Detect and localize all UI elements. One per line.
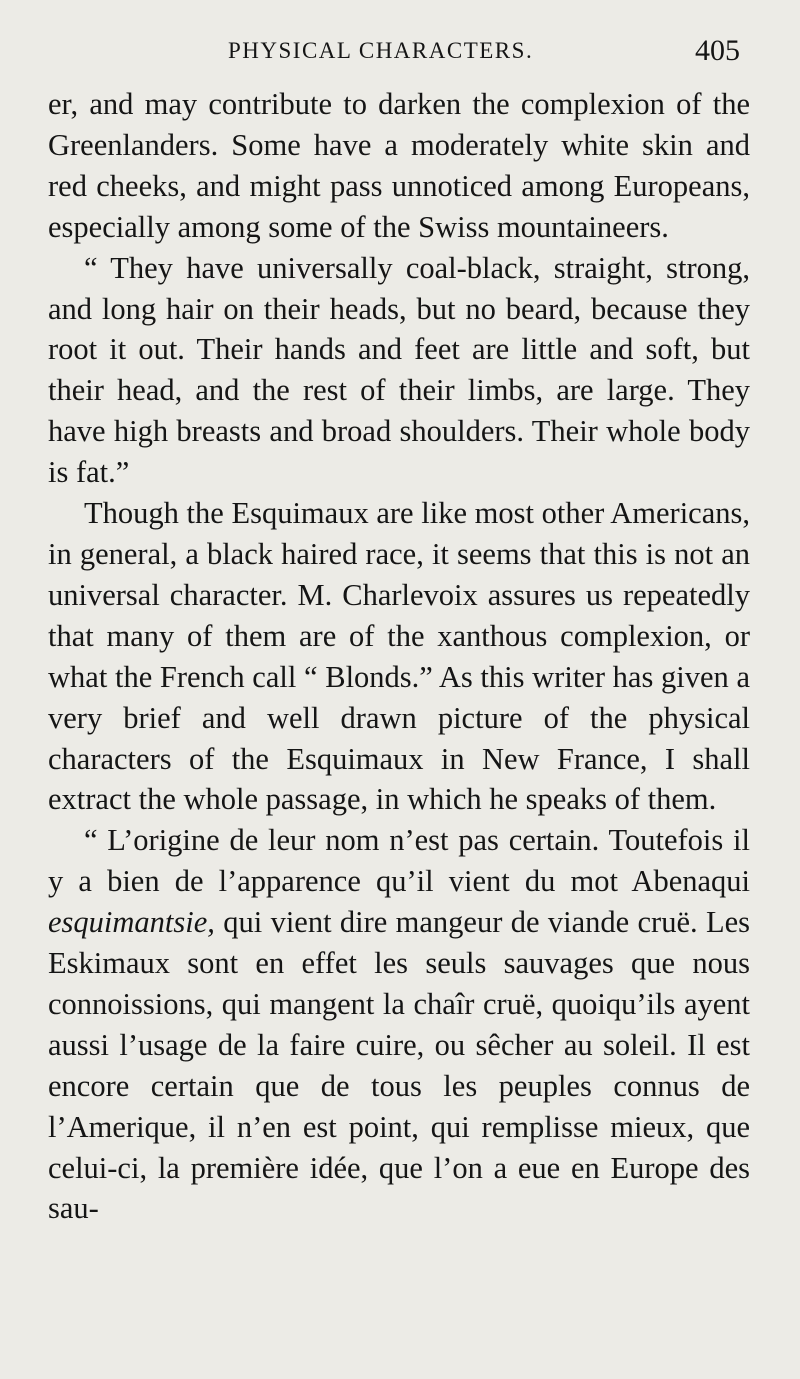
paragraph-french-quote [48, 820, 750, 1229]
running-head: PHYSICAL CHARACTERS. [228, 38, 534, 63]
paragraph-continuation: er, and may contribute to darken the complexion of the Greenlanders. Some have a moderately white skin and red cheeks, and might pass unnoticed among Europeans, especially among some of the Swiss mountaineers. [48, 87, 750, 244]
body-text [48, 84, 750, 1229]
french-quote-start: “ L’origine de leur nom n’est pas certain. Toutefois il y a bien de l’apparence qu’il vient du mot Abenaqui [48, 823, 750, 899]
paragraph-quote-greenlanders: “ They have universally coal-black, straight, strong, and long hair on their heads, but no beard, because they root it out. Their hands and feet are little and soft, but their head, and the rest of their limbs, are large. They have high breasts and broad shoulders. Their whole body is fat.” [48, 250, 750, 490]
page-header [0, 34, 800, 74]
page-number: 405 [695, 34, 740, 67]
french-quote-end: qui vient dire mangeur de viande cruë. Les Eskimaux sont en effet les seuls sauvages que nous connoissions, qui mangent la chaîr cruë, quoiqu’ils ayent aussi l’usage de la faire cuire, ou sêcher au soleil. Il est encore certain que de tous les peuples connus de l’Amerique, il n’en est point, qui remplisse mieux, que celui-ci, la première idée, que l’on a eue en Europe des sau- [48, 905, 750, 1226]
french-quote-italic-word: esquimantsie, [48, 905, 215, 940]
paragraph-esquimaux: Though the Esquimaux are like most other Americans, in general, a black haired race, it seems that this is not an universal character. M. Charlevoix assures us repeatedly that many of them are of the xanthous complexion, or what the French call “ Blonds.” As this writer has given a very brief and well drawn picture of the physical characters of the Esquimaux in New France, I shall extract the whole passage, in which he speaks of them. [48, 496, 750, 817]
